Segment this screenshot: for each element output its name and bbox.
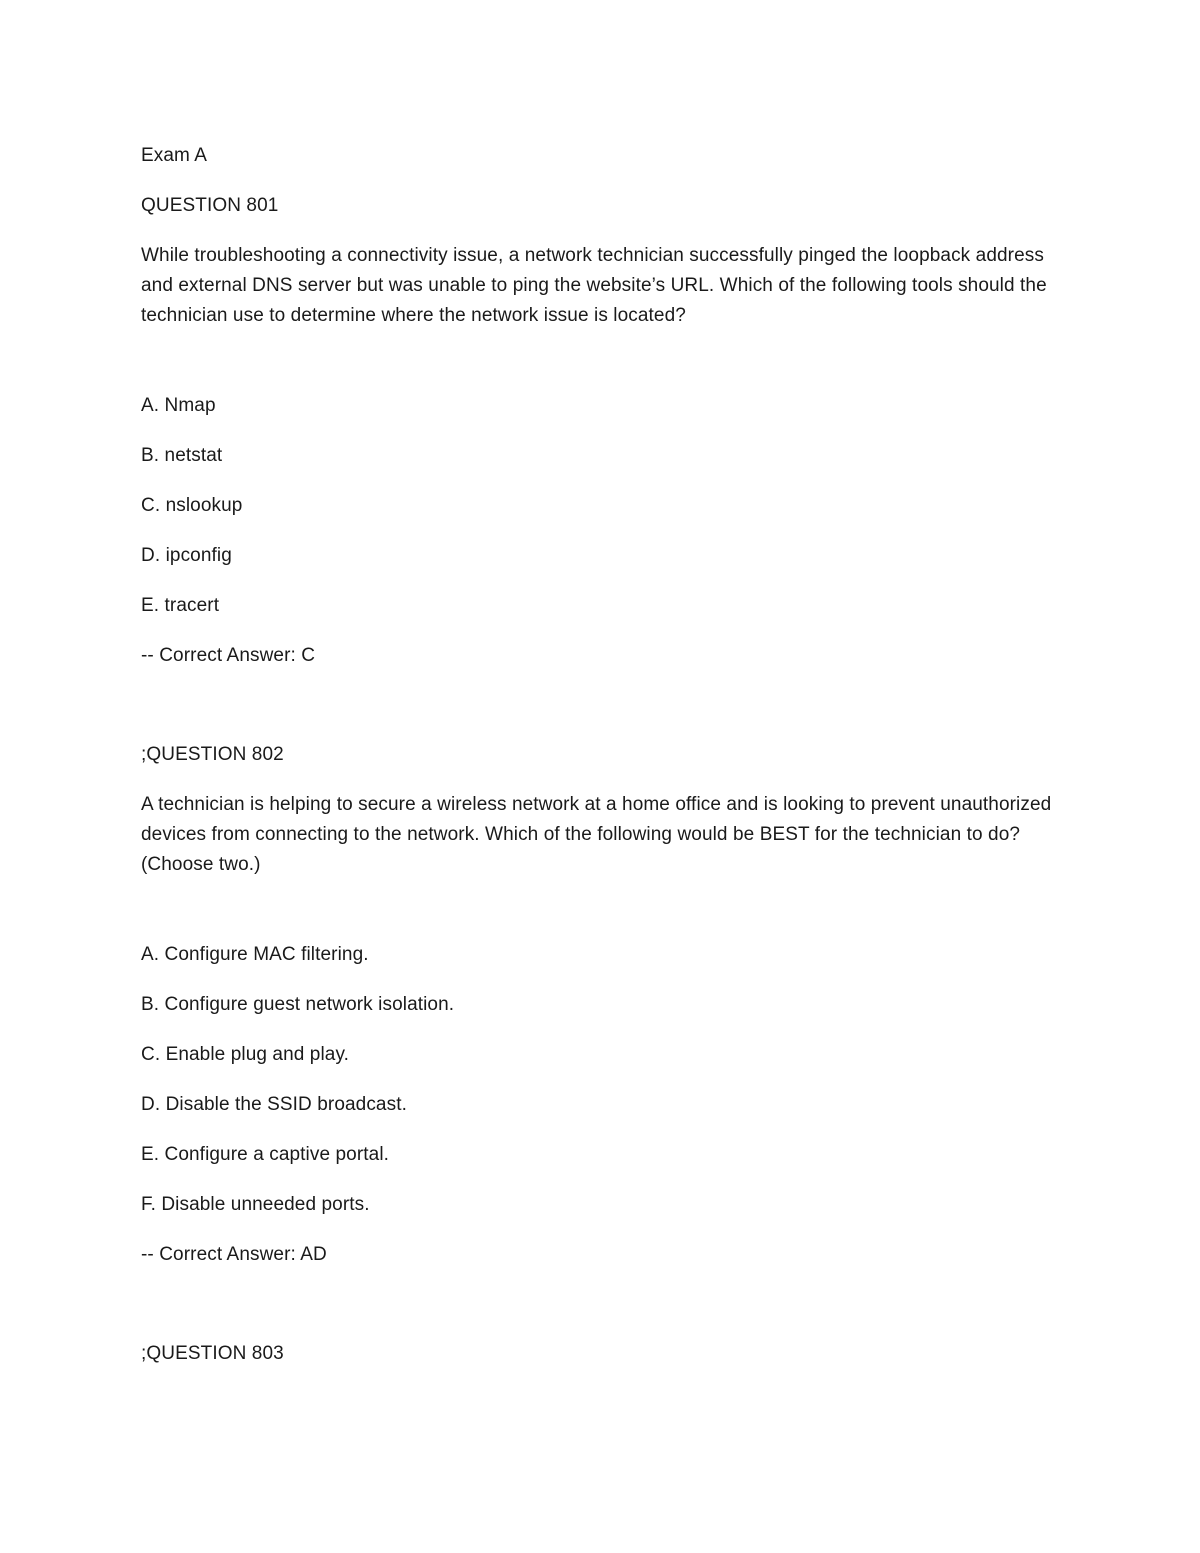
- exam-title: Exam A: [141, 145, 208, 166]
- question-801-option-a: A. Nmap: [141, 395, 216, 416]
- question-803-heading: ;QUESTION 803: [141, 1343, 284, 1364]
- question-801-option-c: C. nslookup: [141, 495, 243, 516]
- question-802-answer: -- Correct Answer: AD: [141, 1244, 327, 1265]
- question-801-text: While troubleshooting a connectivity issue, a network technician successfully pinged the loopback address and external DNS server but was unable to ping the website’s URL. Which of the following tools should the technician use to determine where the network issue is located?: [141, 245, 1047, 326]
- question-802-option-e: E. Configure a captive portal.: [141, 1144, 390, 1165]
- question-802-option-a: A. Configure MAC filtering.: [141, 944, 369, 965]
- question-801-option-e: E. tracert: [141, 595, 220, 616]
- question-802-option-d: D. Disable the SSID broadcast.: [141, 1094, 407, 1115]
- question-801-option-b: B. netstat: [141, 445, 223, 466]
- question-802-option-b: B. Configure guest network isolation.: [141, 994, 455, 1015]
- question-801-answer: -- Correct Answer: C: [141, 645, 316, 666]
- question-802-option-c: C. Enable plug and play.: [141, 1044, 350, 1065]
- question-802-option-f: F. Disable unneeded ports.: [141, 1194, 370, 1215]
- question-801-heading: QUESTION 801: [141, 195, 279, 216]
- question-802-heading: ;QUESTION 802: [141, 744, 284, 765]
- question-801-option-d: D. ipconfig: [141, 545, 232, 566]
- question-802-text: A technician is helping to secure a wireless network at a home office and is looking to prevent unauthorized devices from connecting to the network. Which of the following would be BEST for the technician to do? (Choose two.): [141, 794, 1052, 875]
